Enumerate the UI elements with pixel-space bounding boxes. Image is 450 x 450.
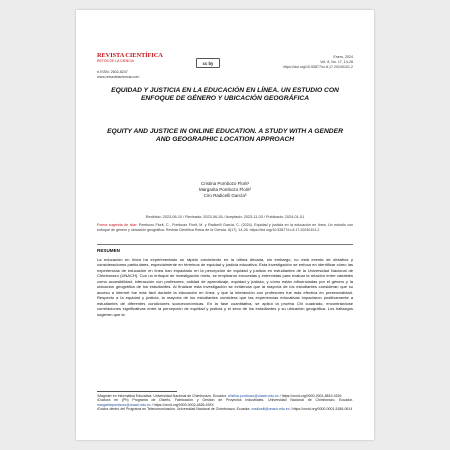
author-2: Margarita Pombozo Florit²: [198, 187, 252, 193]
journal-page: [76, 10, 374, 440]
author-3: Ciro Radicelli García³: [203, 193, 247, 199]
footnote-3-text: ³Doctor dentro del Programa en Telecomunicación. Universidad Nacional de Chimborazo. Ecuador.: [97, 406, 251, 411]
footnote-1-text: ¹Magíster en Informática Educativa. Universidad Nacional de Chimborazo. Ecuador.: [97, 394, 227, 398]
footnotes: [97, 394, 353, 411]
footnote-1-orcid[interactable]: / https://orcid.org/0000-0001-8819-3159: [278, 394, 342, 398]
journal-logo: [97, 52, 163, 71]
abstract-heading: RESUMEN: [97, 248, 120, 253]
journal-website[interactable]: www.retosdelaciencia.com: [97, 75, 140, 79]
journal-logo-text: REVISTA CIENTÍFICA: [97, 52, 163, 59]
footnote-3-orcid[interactable]: / https://orcid.org/0000-0001-5186-0614: [289, 406, 353, 411]
doi-link[interactable]: https://doi.org/10.53877/rc.8.17.20240101.2: [283, 65, 353, 69]
footnote-2-email[interactable]: margaritapombozo@unach.edu.ec: [97, 402, 151, 407]
footnote-3-email[interactable]: cradicelli@unach.edu.ec: [251, 406, 290, 411]
abstract-text: La educación en línea ha experimentado un rápido crecimiento en la última década, sin embargo, no está exenta de desafíos y consideraciones particulares, especialmente en términos de equidad y justicia educativa. Esta investigación se enfoca en identificar cómo las experiencias de educación en línea han impactado en la percepción de equidad y justicia en estudiantes de la Universidad Nacional de Chimborazo (UNACH). Con un enfoque de investigación mixto, se emplearon encuestas y entrevistas para evaluar la relación entre variables como accesibilidad, interacción con profesores, calidad de aprendizaje, equidad y justicia, y cómo están influenciadas por el género y la ubicación geográfica de los estudiantes. Al finalizar esta investigación se evidencia que la mayoría de los estudiantes consideran que su acceso a internet fue más fácil durante la educación en línea, y que la interacción con profesores fue más efectiva en presencialidad. Respecto a la equidad y justicia, la mayoría de los estudiantes considera que las experiencias educativas impactaron positivamente a estudiantes de diferentes condiciones socioeconómicas. En la fase cuantitativa, se aplicó la prueba Chi cuadrado, encontrándose correlaciones significativas entre la percepción de equidad y justicia y el sexo de los estudiantes y su ubicación geográfica. Los hallazgos sugieren que la: [97, 257, 353, 317]
citation-label: Forma sugerida de citar:: [97, 223, 138, 227]
title-english: EQUITY AND JUSTICE IN ONLINE EDUCATION. A STUDY WITH A GENDER AND GEOGRAPHIC LOCATION APPROACH: [107, 128, 343, 143]
footnote-2: [97, 398, 353, 407]
issue-date: Enero, 2024: [333, 55, 353, 59]
author-1: Cristina Pombozo Florit¹: [200, 181, 250, 186]
footnote-2-text: ²Doctora en (Ph) Programa de Diseño, Fabricación y Gestión de Proyectos Industriales. Universidad Nacional de Chimborazo. Ecuador.: [97, 398, 353, 403]
journal-logo-subtitle: RETOS DE LA CIENCIA: [97, 59, 134, 63]
citation-text: Pombozo Florit, C., Pombozo Florit, M. y Radicelli García, C. (2024). Equidad y justicia en la educación en línea. Un estudio con enfoque de género y ubicación geográfica. Revista Científica Retos de la Ciencia. 8(17), 14-28. https://doi.org/10.53877/rc.8.17.20240101.2: [97, 223, 353, 232]
issue-volume: Vol. 8, No. 17, 14-28: [320, 60, 353, 64]
issn-print: e-ISSN: 2602-8247: [97, 70, 128, 74]
cc-license-icon: cc by: [196, 58, 220, 68]
section-divider: [97, 244, 353, 245]
footnote-3: [97, 407, 353, 411]
author-list: [106, 181, 344, 200]
footnote-divider: [97, 391, 177, 392]
citation-block: [97, 223, 353, 232]
footnote-2-orcid[interactable]: / https://orcid.org/0000-0002-4826-493X: [150, 402, 214, 407]
publication-dates: Recibido: 2023-06-10 / Revisado: 2023-06-26 / Aceptado: 2023-11-03 / Publicado: 2024-01-01: [145, 215, 305, 219]
footnote-1-email[interactable]: cristina.pombozo@unach.edu.ec: [227, 394, 279, 398]
title-spanish: EQUIDAD Y JUSTICIA EN LA EDUCACIÓN EN LÍNEA. UN ESTUDIO CON ENFOQUE DE GÉNERO Y UBICACIÓN GEOGRÁFICA: [111, 87, 339, 102]
